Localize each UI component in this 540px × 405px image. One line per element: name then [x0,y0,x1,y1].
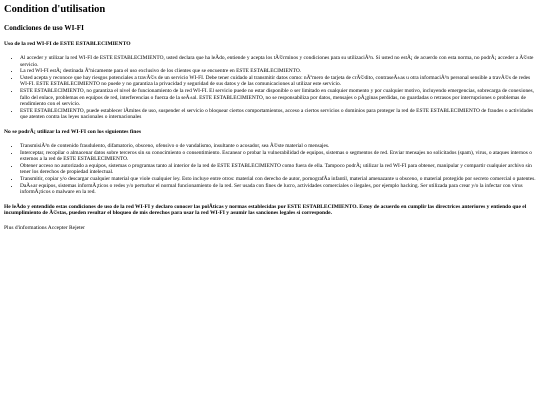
list-item: • ESTE ESTABLECIMIENTO, puede establecer lÃmites de uso, suspender el servicio o bloquear ciertos comportamientos, acceso a ciertos servicios o dominios para proteger la red de ESTE ESTABLECIMIENTO de fraudes o actividades que atenten contra las leyes nacionales o internacionales [20,108,536,121]
page-title: Condition d'utilisation [4,4,106,15]
list-item: • Usted acepta y reconoce que hay riesgos potenciales a travÃ©s de un servicio WI-FI. Debe tener cuidado al transmitir datos como: nÃºmero de tarjeta de crÃ©dito, contraseÃ±as u otra informaciÃ³n personal sensible a travÃ©s de redes WI-FI. ESTE ESTABLECIMIENTO no puede y no garantiza la privacidad y seguridad de sus datos y de las comunicaciones al utilizar este servicio. [20,75,536,88]
list-item: • Al acceder y utilizar la red WI-FI de ESTE ESTABLECIMIENTO, usted declara que ha leÃdo, entiende y acepta los tÃ©rminos y condiciones para su utilizaciÃ³n. Si usted no estÃ¡ de acuerdo con esta norma, no podrÃ¡ acceder a Ã©ste servicio. [20,55,536,68]
list-item: • TransmisiÃ³n de contenido fraudulento, difamatorio, obsceno, ofensivo o de vandalismo, insultante o acosador, sea Ã©ste material o mensajes. [20,143,536,150]
list-item: • Transmitir, copiar y/o descargar cualquier material que viole cualquier ley. Esto incluye entre otros: material con derecho de autor, pornografÃa infantil, material amenazante u obsceno, o material protegido por secreto comercial o patentes. [20,176,536,183]
list-item: • La red WI-FI estÃ¡ destinada Ãºnicamente para el uso exclusivo de los clientes que se encuentre en ESTE ESTABLECIMIENTO. [20,68,536,75]
section-heading-usage: Uso de la red WI-FI de ESTE ESTABLECIMIENTO [4,41,131,47]
section-heading-prohibited: No se podrÃ¡ utilizar la red WI-FI con los siguientes fines [4,128,142,135]
more-info-link[interactable]: Plus d'informations [4,224,47,231]
action-links [4,225,536,232]
accept-link[interactable]: Accepter [47,224,68,231]
list-item: • Interceptar, recopilar o almacenar datos sobre terceros sin su conocimiento o consentimiento. Escanear o probar la vulnerabilidad de equipos, sistemas o segmentos de red. Enviar mensajes no solicitados (spam), virus, o ataques internos o externos a la red de ESTE ESTABLECIMIENTO. [20,150,536,163]
prohibited-list [4,143,536,196]
page-subtitle: Condiciones de uso WI-FI [4,24,84,32]
reject-link[interactable]: Rejeter [69,224,85,231]
list-item: • DaÃ±ar equipos, sistemas informÃ¡ticos o redes y/o perturbar el normal funcionamiento de la red. Ser usada con fines de lucro, actividades comerciales o ilegales, por ejemplo hacking. Ser utilizada para crear y/o la infectar con virus informÃ¡ticos o malware en la red. [20,183,536,196]
list-item: • ESTE ESTABLECIMIENTO, no garantiza el nivel de funcionamiento de la red WI-FI. El servicio puede no estar disponible o ser limitado en cualquier momento y por cualquier motivo, incluyendo emergencias, sobrecarga de conexiones, fallo del enlace, problemas en equipos de red, interferencias o fuerza de la seÃ±al. ESTE ESTABLECIMIENTO, no se responsabiliza por datos, mensajes o pÃ¡ginas perdidas, no guardadas o retrasos por interrupciones o problemas de rendimiento con el servicio. [20,88,536,108]
list-item: • Obtener acceso no autorizado a equipos, sistemas o programas tanto al interior de la red de ESTE ESTABLECIMIENTO como fuera de ella. Tampoco podrÃ¡ utilizar la red WI-FI para obtener, manipular y compartir cualquier archivo sin tener los derechos de propiedad intelectual. [20,163,536,176]
usage-list [4,55,536,121]
closing-statement: He leÃdo y entendido estas condiciones de uso de la red WI-FI y declaro conocer las polÃticas y normas establecidas por ESTE ESTABLECIMIENTO. Estoy de acuerdo en cumplir las directrices anteriores y entiendo que el incumplimiento de Ã©stas, pueden resultar el bloqueo de mis derechos para usar la red WI-FI y asumir las sanciones legales si corresponde. [4,203,527,217]
